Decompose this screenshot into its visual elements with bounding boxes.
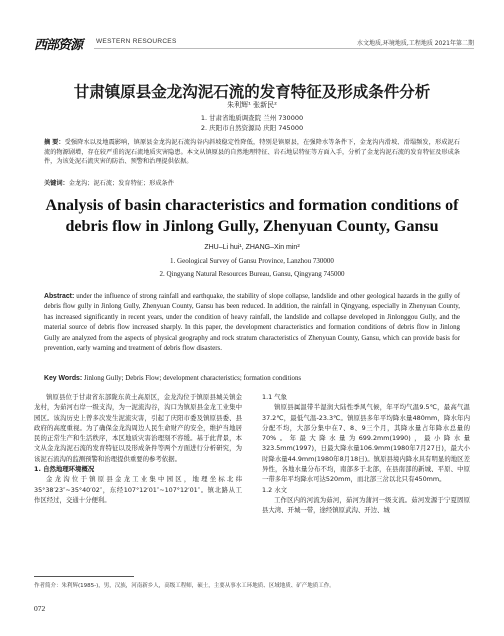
subsection-1-2-heading: 1.2 水文 <box>262 485 287 494</box>
abstract-chinese <box>44 138 460 167</box>
abstract-zh-label: 摘 要： <box>44 139 65 146</box>
abstract-en-label: Abstract: <box>44 293 75 300</box>
keywords-chinese <box>44 178 460 187</box>
author-footnote: 作者简介：朱利辉(1985-)，男，汉族，河南新乡人，高级工程师，硕士，主要从事水工环地质、区域地质、矿产地质工作。 <box>34 583 335 589</box>
keywords-en-text: Jinlong Gully; Debris Flow; development characteristics; formation conditions <box>82 375 302 382</box>
title-chinese: 甘肃镇原县金龙沟泥石流的发育特征及形成条件分析 <box>73 83 431 101</box>
keywords-zh-label: 关键词： <box>44 180 69 187</box>
affiliation-zh-2: 2. 庆阳市自然资源局 庆阳 745000 <box>200 124 304 132</box>
keywords-zh-text: 金龙沟；泥石流；发育特征；形成条件 <box>68 180 174 187</box>
body-right-column <box>262 392 470 516</box>
header-rule <box>94 48 474 49</box>
keywords-english <box>44 375 460 382</box>
journal-name-en: WESTERN RESOURCES <box>96 38 177 45</box>
affiliation-zh-1: 1. 甘肃省地质调查院 兰州 730000 <box>200 114 304 122</box>
journal-header <box>34 34 474 54</box>
section-1-paragraph: 金龙沟位于镇原县金龙工业集中园区，地理坐标北纬35°38′23″~35°40′02″，东经107°12′01″~107°12′01″。镇北路从工作区经过，交通十分便利。 <box>34 475 242 504</box>
affiliation-en-1: 1. Geological Survey of Gansu Province, Lanzhou 730000 <box>170 257 334 265</box>
subsection-1-1-heading: 1.1 气象 <box>262 393 287 401</box>
section-1-heading: 1. 自然地理环境概况 <box>34 465 95 474</box>
keywords-en-label: Key Words: <box>44 375 83 382</box>
abstract-en-text: under the influence of strong rainfall and earthquake, the stability of slope collapse, landslide and other geological hazards in the gully of debris flow gully in Jinlong Gully, Zhenyuan County, Gansu has been reduced. In addition, the rainfall in Qingyang, especially in Zhenyuan County, has increased significantly in recent years, under the condition of heavy rainfall, the landslide and collapse developed in Jinlonggou Gully, and the material source of debris flow increased sharply. In this paper, the development characteristics and formation conditions of debris flow in Jinlong Gully are analyzed from the aspects of physical geography and rock stratum characteristics of Zhenyuan County, Gansu, which can provide basis for prevention, early warning and treatment of debris flow disasters. <box>44 293 460 353</box>
footnote-rule <box>34 576 134 577</box>
abstract-english <box>44 292 460 354</box>
subsection-1-1-paragraph: 镇原县属温带半湿润大陆性季风气候，年平均气温9.5℃，最高气温37.2℃，最低气温-23.3℃。镇原县多年平均降水量480mm，降水年内分配不均，大部分集中在7、8、9三个月，其降水量占年降水总量的70%。年最大降水量为699.2mm(1990)，最小降水量323.5mm(1997)，日最大降水量106.9mm(1980年7月27日)，最大小时降水量44.9mm(1980年8月18日)。镇原县境内降水具有明显的地区差异性，各地水量分布不均，南部多于北部，在县南部的新城、平原、中原一带多年平均降水可达520mm，而北部三岔以北只有450mm。 <box>262 403 470 484</box>
issue-info: 水文地质,环境地质,工程地质 2021年第二期 <box>357 40 474 47</box>
title-english: Analysis of basin characteristics and formation conditions of debris flow in Jinlong Gully, Zhenyuan County, Gansu <box>45 197 459 235</box>
abstract-zh-text: 受强降水以及地震影响，镇原县金龙沟泥石流沟谷内斜坡稳定性降低，特别是镇原县，在强降水等条件下，金龙沟内滑坡、滑塌频发，形成泥石流的物源剧增，存在较严重的泥石流地质灾害隐患。本文从镇原县的自然地理特征、岩石地层特征等方面入手，分析了金龙沟泥石流的发育特征及形成条件，为该处泥石流灾害的防治、预警和治理提供依据。 <box>44 139 460 166</box>
journal-logo: 西部资源 <box>34 38 83 53</box>
body-left-column <box>34 392 242 505</box>
authors-chinese: 朱利辉¹ 张新民² <box>227 101 277 109</box>
subsection-1-2-paragraph: 工作区内的河流为茹河，茹河为蒲河一级支流。茹河发源于宁夏固原县大湾、开城一带，途经镇原武沟、开边、城 <box>262 495 470 515</box>
authors-english: ZHU–Li hui¹, ZHANG–Xin min² <box>204 244 300 251</box>
intro-paragraph: 镇原县位于甘肃省东部陇东黄土高原区，金龙沟位于镇原县城关镇金龙村，为茹河右岸一级支沟，为一泥流沟谷，沟口为镇原县金龙工业集中园区。该沟历史上曾多次发生泥流灾害，引起了庆阳市委及镇原县委、县政府的高度重视。为了确保金龙沟周边人民生命财产的安全，维护当地居民的正常生产和生活秩序，本区地质灾害治理刻不容缓。基于此背景，本文从金龙沟泥石流的发育特征以及形成条件等两个方面进行分析研究，为该泥石流沟的监测预警和治理提供重要的参考依据。 <box>34 393 242 463</box>
page-number: 072 <box>34 604 46 613</box>
affiliation-en-2: 2. Qingyang Natural Resources Bureau, Gansu, Qingyang 745000 <box>159 270 345 278</box>
